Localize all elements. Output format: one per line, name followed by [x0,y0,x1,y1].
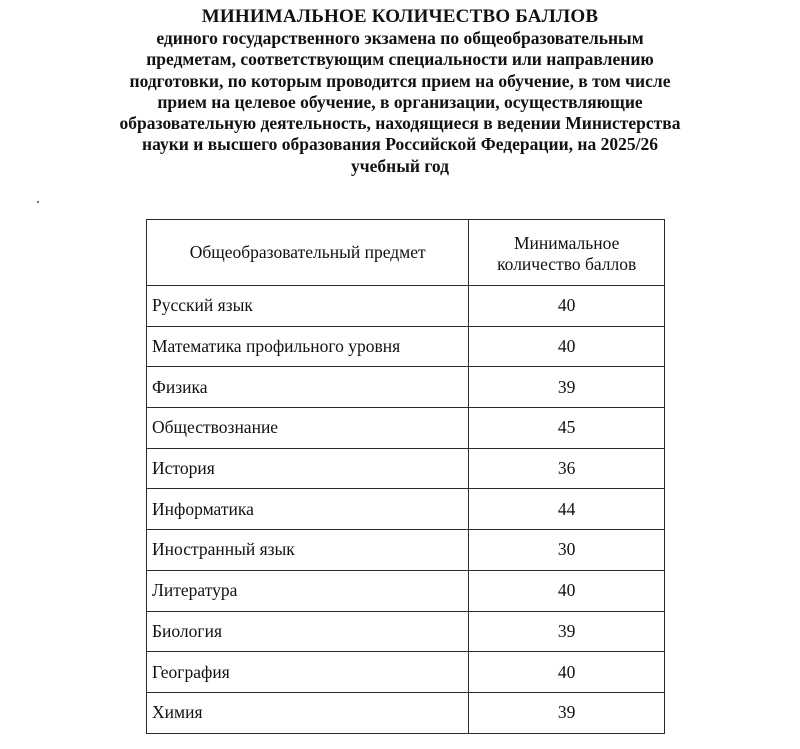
table-body [147,286,665,734]
subject-column-header: Общеобразовательный предмет [147,220,469,286]
subject-cell: Математика профильного уровня [147,326,469,367]
score-cell: 39 [469,692,665,733]
table-row [147,367,665,408]
page-title: МИНИМАЛЬНОЕ КОЛИЧЕСТВО БАЛЛОВ [201,6,599,27]
table-row [147,570,665,611]
table-row [147,489,665,530]
document-heading [0,6,800,177]
subject-cell: История [147,448,469,489]
score-cell: 40 [469,326,665,367]
score-column-header [469,220,665,286]
table-row [147,611,665,652]
score-header-line-1: Минимальное [514,232,620,253]
subtitle-line-4: прием на целевое обучение, в организации, осуществляющие [157,91,643,112]
subtitle-line-2: предметам, соответствующим специальности или направлению [146,49,654,70]
table-row [147,326,665,367]
table-row [147,652,665,693]
subject-cell: Биология [147,611,469,652]
subtitle-line-1: единого государственного экзамена по общеобразовательным [156,28,644,48]
score-cell: 45 [469,408,665,449]
subject-cell: Иностранный язык [147,530,469,571]
subject-cell: Литература [147,570,469,611]
table-row [147,448,665,489]
score-cell: 40 [469,652,665,693]
subtitle-line-5: образовательную деятельность, находящиеся в ведении Министерства [119,113,681,134]
subtitle-line-3: подготовки, по которым проводится прием на обучение, в том числе [129,70,671,91]
subject-cell: География [147,652,469,693]
header-row [147,220,665,286]
score-cell: 30 [469,530,665,571]
subtitle-line-7: учебный год [351,155,449,176]
subtitle-line-6: науки и высшего образования Российской Федерации, на 2025/26 [142,134,658,155]
score-cell: 39 [469,611,665,652]
subject-cell: Информатика [147,489,469,530]
score-cell: 40 [469,570,665,611]
scan-speck [37,201,39,203]
table-row [147,530,665,571]
subject-cell: Химия [147,692,469,733]
subject-cell: Русский язык [147,286,469,327]
table-row [147,692,665,733]
scores-table [146,219,665,734]
score-cell: 36 [469,448,665,489]
score-header-line-2: количество баллов [497,253,637,274]
table-header [147,220,665,286]
table-row [147,408,665,449]
score-cell: 44 [469,489,665,530]
score-cell: 40 [469,286,665,327]
subject-cell: Обществознание [147,408,469,449]
score-cell: 39 [469,367,665,408]
table-row [147,286,665,327]
subject-cell: Физика [147,367,469,408]
